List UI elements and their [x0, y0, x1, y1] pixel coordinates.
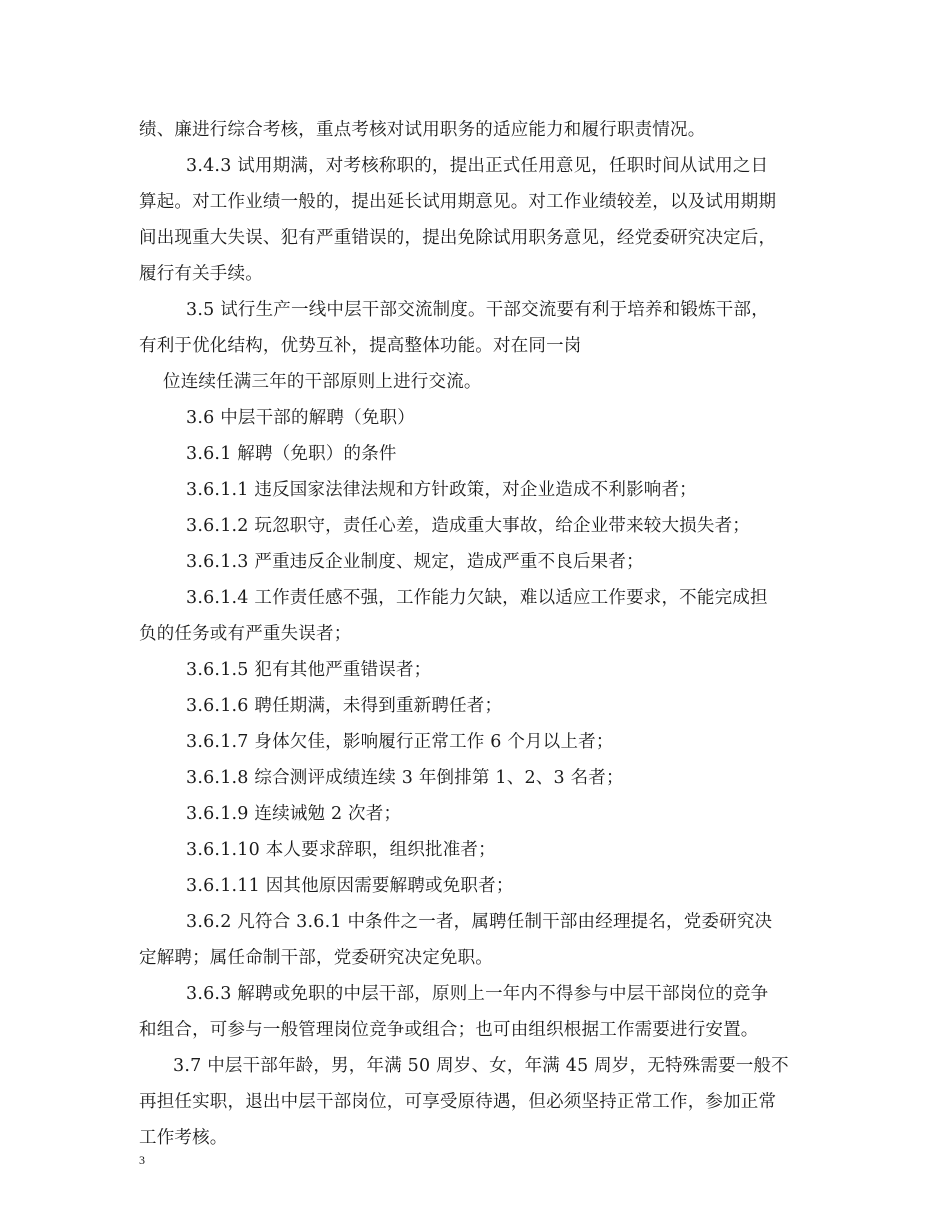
text-line: 3.5 试行生产一线中层干部交流制度。干部交流要有利于培养和锻炼干部，	[186, 300, 769, 320]
text-line: 定解聘；属任命制干部，党委研究决定免职。	[139, 948, 493, 968]
text-line: 有利于优化结构，优势互补，提高整体功能。对在同一岗	[139, 336, 582, 356]
text-line: 和组合，可参与一般管理岗位竞争或组合；也可由组织根据工作需要进行安置。	[139, 1020, 759, 1040]
text-line: 3.6.3 解聘或免职的中层干部，原则上一年内不得参与中层干部岗位的竞争	[186, 984, 769, 1004]
list-item: 3.6.1.2 玩忽职守，责任心差，造成重大事故，给企业带来较大损失者；	[186, 516, 750, 536]
page-number: 3	[139, 1153, 145, 1167]
list-item: 3.6.1.5 犯有其他严重错误者；	[186, 660, 432, 680]
list-item: 3.6.1.8 综合测评成绩连续 3 年倒排第 1、2、3 名者；	[186, 768, 624, 788]
text-line: 绩、廉进行综合考核，重点考核对试用职务的适应能力和履行职责情况。	[139, 120, 706, 140]
list-item: 3.6.1.7 身体欠佳，影响履行正常工作 6 个月以上者；	[186, 732, 614, 752]
section-heading: 3.6.1 解聘（免职）的条件	[186, 444, 397, 464]
text-line: 3.4.3 试用期满，对考核称职的，提出正式任用意见，任职时间从试用之日	[186, 156, 769, 176]
list-item: 3.6.1.10 本人要求辞职，组织批准者；	[186, 840, 496, 860]
list-item: 3.6.1.3 严重违反企业制度、规定，造成严重不良后果者；	[186, 552, 644, 572]
text-line: 3.7 中层干部年龄，男，年满 50 周岁、女，年满 45 周岁，无特殊需要一般不	[173, 1056, 789, 1076]
list-item: 3.6.1.9 连续诫勉 2 次者；	[186, 804, 402, 824]
section-heading: 3.6 中层干部的解聘（免职）	[186, 408, 415, 428]
list-item: 3.6.1.4 工作责任感不强，工作能力欠缺，难以适应工作要求，不能完成担	[186, 588, 768, 608]
text-line: 再担任实职，退出中层干部岗位，可享受原待遇，但必须坚持正常工作，参加正常	[139, 1092, 777, 1112]
list-item: 3.6.1.1 违反国家法律法规和方针政策，对企业造成不利影响者；	[186, 480, 697, 500]
list-item: 3.6.1.11 因其他原因需要解聘或免职者；	[186, 876, 514, 896]
text-line: 履行有关手续。	[139, 264, 263, 284]
text-line: 算起。对工作业绩一般的，提出延长试用期意见。对工作业绩较差，以及试用期期	[139, 192, 777, 212]
text-line: 3.6.2 凡符合 3.6.1 中条件之一者，属聘任制干部由经理提名，党委研究决	[186, 912, 773, 932]
text-line: 工作考核。	[139, 1128, 228, 1148]
text-line: 间出现重大失误、犯有严重错误的，提出免除试用职务意见，经党委研究决定后，	[139, 228, 777, 248]
text-line: 位连续任满三年的干部原则上进行交流。	[163, 372, 482, 392]
text-line: 负的任务或有严重失误者；	[139, 624, 352, 644]
list-item: 3.6.1.6 聘任期满，未得到重新聘任者；	[186, 696, 503, 716]
